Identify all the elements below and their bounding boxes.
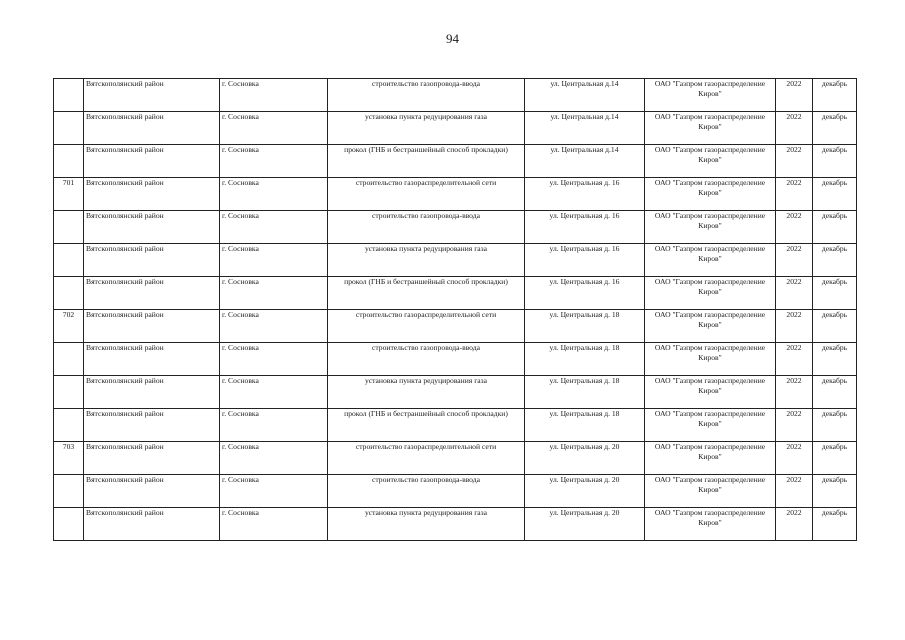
row-number-cell xyxy=(54,508,84,541)
table-row xyxy=(54,475,857,508)
month-cell: декабрь xyxy=(813,475,857,508)
year-cell: 2022 xyxy=(776,310,813,343)
row-number-cell xyxy=(54,343,84,376)
table-row xyxy=(54,508,857,541)
month-cell: декабрь xyxy=(813,343,857,376)
address-cell: ул. Центральная д. 20 xyxy=(525,442,645,475)
organization-cell: ОАО "Газпром газораспределение Киров" xyxy=(645,343,776,376)
organization-cell: ОАО "Газпром газораспределение Киров" xyxy=(645,475,776,508)
address-cell: ул. Центральная д.14 xyxy=(525,79,645,112)
district-cell: Вятскополянский район xyxy=(84,244,220,277)
month-cell: декабрь xyxy=(813,409,857,442)
work-type-cell: прокол (ГНБ и бестраншейный способ прокладки) xyxy=(328,409,525,442)
work-type-cell: строительство газопровода-ввода xyxy=(328,211,525,244)
locality-cell: г. Сосновка xyxy=(220,211,328,244)
organization-cell: ОАО "Газпром газораспределение Киров" xyxy=(645,178,776,211)
locality-cell: г. Сосновка xyxy=(220,310,328,343)
table-row xyxy=(54,112,857,145)
address-cell: ул. Центральная д.14 xyxy=(525,112,645,145)
locality-cell: г. Сосновка xyxy=(220,475,328,508)
row-number-cell xyxy=(54,409,84,442)
organization-cell: ОАО "Газпром газораспределение Киров" xyxy=(645,145,776,178)
month-cell: декабрь xyxy=(813,211,857,244)
table-row xyxy=(54,145,857,178)
district-cell: Вятскополянский район xyxy=(84,508,220,541)
work-type-cell: строительство газораспределительной сети xyxy=(328,442,525,475)
work-type-cell: установка пункта редуцирования газа xyxy=(328,376,525,409)
organization-cell: ОАО "Газпром газораспределение Киров" xyxy=(645,79,776,112)
row-number-cell xyxy=(54,145,84,178)
locality-cell: г. Сосновка xyxy=(220,508,328,541)
address-cell: ул. Центральная д. 18 xyxy=(525,310,645,343)
year-cell: 2022 xyxy=(776,211,813,244)
district-cell: Вятскополянский район xyxy=(84,277,220,310)
month-cell: декабрь xyxy=(813,79,857,112)
year-cell: 2022 xyxy=(776,178,813,211)
table-body xyxy=(54,79,857,541)
table-row xyxy=(54,343,857,376)
organization-cell: ОАО "Газпром газораспределение Киров" xyxy=(645,277,776,310)
year-cell: 2022 xyxy=(776,475,813,508)
month-cell: декабрь xyxy=(813,310,857,343)
year-cell: 2022 xyxy=(776,376,813,409)
district-cell: Вятскополянский район xyxy=(84,145,220,178)
work-type-cell: прокол (ГНБ и бестраншейный способ прокладки) xyxy=(328,277,525,310)
table-row xyxy=(54,442,857,475)
organization-cell: ОАО "Газпром газораспределение Киров" xyxy=(645,310,776,343)
address-cell: ул. Центральная д. 16 xyxy=(525,211,645,244)
address-cell: ул. Центральная д.14 xyxy=(525,145,645,178)
year-cell: 2022 xyxy=(776,112,813,145)
month-cell: декабрь xyxy=(813,178,857,211)
work-type-cell: строительство газораспределительной сети xyxy=(328,178,525,211)
locality-cell: г. Сосновка xyxy=(220,178,328,211)
organization-cell: ОАО "Газпром газораспределение Киров" xyxy=(645,508,776,541)
locality-cell: г. Сосновка xyxy=(220,409,328,442)
table-row xyxy=(54,409,857,442)
organization-cell: ОАО "Газпром газораспределение Киров" xyxy=(645,442,776,475)
table-row xyxy=(54,211,857,244)
page-number: 94 xyxy=(446,31,459,46)
district-cell: Вятскополянский район xyxy=(84,442,220,475)
row-number-cell xyxy=(54,376,84,409)
locality-cell: г. Сосновка xyxy=(220,112,328,145)
row-number-cell: 701 xyxy=(54,178,84,211)
address-cell: ул. Центральная д. 18 xyxy=(525,409,645,442)
year-cell: 2022 xyxy=(776,442,813,475)
district-cell: Вятскополянский район xyxy=(84,376,220,409)
organization-cell: ОАО "Газпром газораспределение Киров" xyxy=(645,376,776,409)
district-cell: Вятскополянский район xyxy=(84,178,220,211)
district-cell: Вятскополянский район xyxy=(84,409,220,442)
district-cell: Вятскополянский район xyxy=(84,343,220,376)
year-cell: 2022 xyxy=(776,244,813,277)
table-row xyxy=(54,376,857,409)
address-cell: ул. Центральная д. 20 xyxy=(525,508,645,541)
district-cell: Вятскополянский район xyxy=(84,79,220,112)
table-row xyxy=(54,178,857,211)
work-type-cell: установка пункта редуцирования газа xyxy=(328,508,525,541)
district-cell: Вятскополянский район xyxy=(84,475,220,508)
row-number-cell xyxy=(54,79,84,112)
row-number-cell xyxy=(54,277,84,310)
address-cell: ул. Центральная д. 16 xyxy=(525,277,645,310)
district-cell: Вятскополянский район xyxy=(84,310,220,343)
work-type-cell: строительство газопровода-ввода xyxy=(328,79,525,112)
locality-cell: г. Сосновка xyxy=(220,244,328,277)
district-cell: Вятскополянский район xyxy=(84,211,220,244)
locality-cell: г. Сосновка xyxy=(220,343,328,376)
month-cell: декабрь xyxy=(813,508,857,541)
year-cell: 2022 xyxy=(776,409,813,442)
locality-cell: г. Сосновка xyxy=(220,79,328,112)
work-type-cell: строительство газопровода-ввода xyxy=(328,343,525,376)
table-row xyxy=(54,244,857,277)
locality-cell: г. Сосновка xyxy=(220,442,328,475)
month-cell: декабрь xyxy=(813,376,857,409)
row-number-cell: 702 xyxy=(54,310,84,343)
address-cell: ул. Центральная д. 16 xyxy=(525,244,645,277)
row-number-cell xyxy=(54,211,84,244)
year-cell: 2022 xyxy=(776,277,813,310)
row-number-cell xyxy=(54,244,84,277)
locality-cell: г. Сосновка xyxy=(220,376,328,409)
organization-cell: ОАО "Газпром газораспределение Киров" xyxy=(645,244,776,277)
work-type-cell: прокол (ГНБ и бестраншейный способ прокладки) xyxy=(328,145,525,178)
table-row xyxy=(54,277,857,310)
address-cell: ул. Центральная д. 18 xyxy=(525,343,645,376)
organization-cell: ОАО "Газпром газораспределение Киров" xyxy=(645,409,776,442)
month-cell: декабрь xyxy=(813,244,857,277)
table-row xyxy=(54,79,857,112)
organization-cell: ОАО "Газпром газораспределение Киров" xyxy=(645,112,776,145)
table-row xyxy=(54,310,857,343)
month-cell: декабрь xyxy=(813,145,857,178)
month-cell: декабрь xyxy=(813,112,857,145)
locality-cell: г. Сосновка xyxy=(220,145,328,178)
work-type-cell: установка пункта редуцирования газа xyxy=(328,244,525,277)
row-number-cell xyxy=(54,112,84,145)
address-cell: ул. Центральная д. 18 xyxy=(525,376,645,409)
address-cell: ул. Центральная д. 16 xyxy=(525,178,645,211)
address-cell: ул. Центральная д. 20 xyxy=(525,475,645,508)
month-cell: декабрь xyxy=(813,442,857,475)
work-type-cell: строительство газопровода-ввода xyxy=(328,475,525,508)
district-cell: Вятскополянский район xyxy=(84,112,220,145)
month-cell: декабрь xyxy=(813,277,857,310)
work-type-cell: установка пункта редуцирования газа xyxy=(328,112,525,145)
year-cell: 2022 xyxy=(776,79,813,112)
year-cell: 2022 xyxy=(776,343,813,376)
work-schedule-table xyxy=(53,78,857,541)
work-type-cell: строительство газораспределительной сети xyxy=(328,310,525,343)
row-number-cell xyxy=(54,475,84,508)
locality-cell: г. Сосновка xyxy=(220,277,328,310)
year-cell: 2022 xyxy=(776,508,813,541)
year-cell: 2022 xyxy=(776,145,813,178)
row-number-cell: 703 xyxy=(54,442,84,475)
organization-cell: ОАО "Газпром газораспределение Киров" xyxy=(645,211,776,244)
